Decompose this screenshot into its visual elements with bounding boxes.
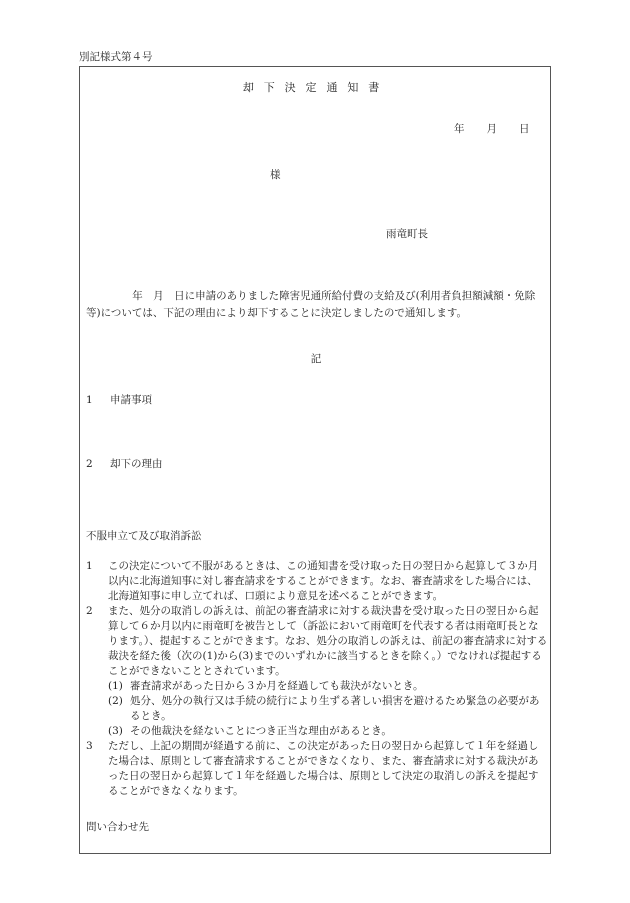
date-year: 年 [454,123,465,135]
objection-notes [86,559,548,799]
objection-heading: 不服申立て及び取消訴訟 [86,530,202,542]
form-number: 別記様式第４号 [79,51,153,63]
item-label: 申請事項 [110,394,152,406]
sub-note-item: (3) その他裁決を経ないことにつき正当な理由があるとき。 [108,725,392,737]
body-paragraph: 年 月 日に申請のありました障害児通所給付費の支給及び(利用者負担額減額・免除等)については、下記の理由により却下することに決定しましたので通知します。 [86,290,536,319]
note-item: 1 この決定について不服があるときは、この通知書を受け取った日の翌日から起算して３か月以内に北海道知事に対し審査請求をすることができます。なお、審査請求をした場合には、北海道知事に申し立てれば、口頭により意見を述べることができます。 [86,560,539,602]
document-title: 却下決定通知書 [242,81,390,94]
note-item: 2 また、処分の取消しの訴えは、前記の審査請求に対する裁決書を受け取った日の翌日から起算して６か月以内に雨竜町を被告として（訴訟において雨竜町を代表する者は雨竜町長となります。）、提起することができます。なお、処分の取消しの訴えは、前記の審査請求に対する裁決を経た後（次の(1)から(3)までのいずれかに該当するときを除く。）でなければ提起することができないこととされています。 [86,605,548,677]
addressee-suffix: 様 [270,169,281,181]
sub-note-item: (2) 処分、処分の執行又は手続の続行により生ずる著しい損害を避けるため緊急の必要があるとき。 [108,695,540,722]
notice-frame [79,66,551,854]
ki-heading: 記 [310,353,322,365]
date-line [454,121,552,136]
contact-label: 問い合わせ先 [86,821,149,833]
note-item: 3 ただし、上記の期間が経過する前に、この決定があった日の翌日から起算して１年を経過した場合は、原則として審査請求することができなくなり、また、審査請求に対する裁決があった日の翌日から起算して１年を経過した場合は、原則として決定の取消しの訴えを提起することができなくなります。 [86,740,539,797]
item-rejection-reason [86,456,163,471]
date-month: 月 [486,123,497,135]
sub-note-item: (1) 審査請求があった日から３か月を経過しても裁決がないとき。 [108,680,424,692]
item-number: 1 [86,394,93,406]
item-application [86,392,152,407]
item-number: 2 [86,458,93,470]
date-day: 日 [519,123,530,135]
issuer: 雨竜町長 [386,228,428,240]
item-label: 却下の理由 [110,458,163,470]
